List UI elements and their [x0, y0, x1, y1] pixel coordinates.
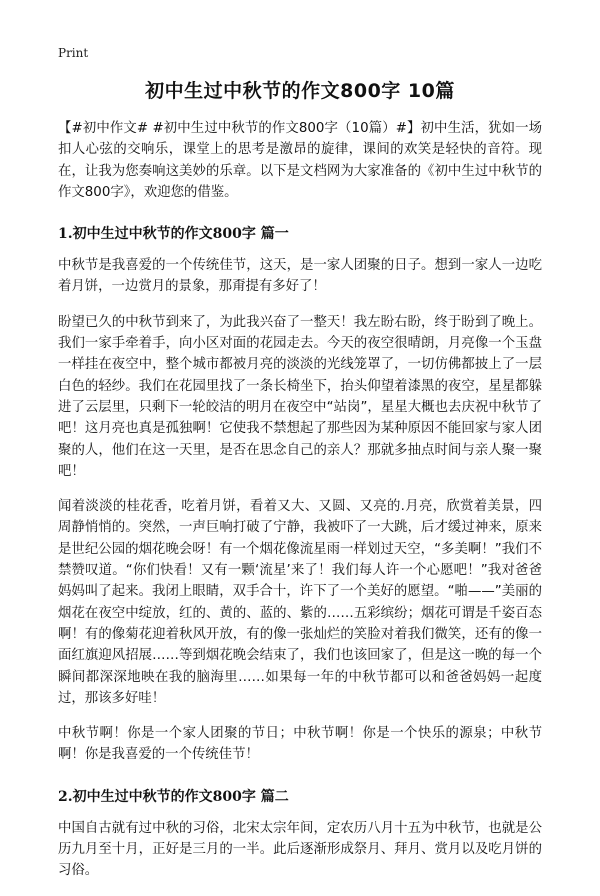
- print-label: Print: [58, 46, 89, 60]
- body-paragraph: 中秋节啊！你是一个家人团聚的节日；中秋节啊！你是一个快乐的源泉；中秋节啊！你是我喜爱的一个传统佳节！: [58, 726, 542, 763]
- section-heading: 2.初中生过中秋节的作文800字 篇二: [58, 788, 289, 805]
- document-body: [58, 118, 542, 896]
- body-paragraph: 中国自古就有过中秋的习俗，北宋太宗年间，定农历八月十五为中秋节，也就是公历九月至十月，正好是三月的一半。此后逐渐形成祭月、拜月、赏月以及吃月饼的习俗。: [58, 820, 542, 879]
- body-paragraph: 盼望已久的中秋节到来了，为此我兴奋了一整天！我左盼右盼，终于盼到了晚上。我们一家手牵着手，向小区对面的花园走去。今天的夜空很晴朗，月亮像一个玉盘一样挂在夜空中，整个城市都被月亮的淡淡的光线笼罩了，一切仿佛都披上了一层白色的轻纱。我们在花园里找了一条长椅坐下，抬头仰望着漆黑的夜空，星星都躲进了云层里，只剩下一轮皎洁的明月在夜空中“站岗”，星星大概也去庆祝中秋节了吧！这月亮也真是孤独啊！它使我不禁想起了那些因为某种原因不能回家与家人团聚的人，他们在这一天里，是否在思念自己的亲人？那就多抽点时间与亲人聚一聚吧！: [58, 314, 542, 479]
- body-paragraph: 中秋节是我喜爱的一个传统佳节，这天，是一家人团聚的日子。想到一家人一边吃着月饼，一边赏月的景象，那甭提有多好了！: [58, 258, 542, 295]
- section-heading: 1.初中生过中秋节的作文800字 篇一: [58, 226, 289, 243]
- body-paragraph: 闻着淡淡的桂花香，吃着月饼，看着又大、又圆、又亮的.月亮，欣赏着美景，四周静悄悄的。突然，一声巨响打破了宁静，我被吓了一大跳，后才缓过神来，原来是世纪公园的烟花晚会呀！有一个烟花像流星雨一样划过天空，“多美啊！”我们不禁赞叹道。“你们快看！又有一颗‘流星’来了！我们每人许一个心愿吧！”我对爸爸妈妈叫了起来。我闭上眼睛，双手合十，许下了一个美好的愿望。“啪——”美丽的烟花在夜空中绽放，红的、黄的、蓝的、紫的……五彩缤纷；烟花可谓是千姿百态啊！有的像菊花迎着秋风开放，有的像一张灿烂的笑脸对着我们微笑，还有的像一面红旗迎风招展……等到烟花晚会结束了，我们也该回家了，但是这一晚的每一个瞬间都深深地映在我的脑海里……如果每一年的中秋节都可以和爸爸妈妈一起度过，那该多好哇！: [58, 499, 542, 706]
- intro-paragraph: 【#初中作文# #初中生过中秋节的作文800字（10篇）#】初中生活，犹如一场扣人心弦的交响乐，课堂上的思考是激昂的旋律，课间的欢笑是轻快的音符。现在，让我为您奏响这美妙的乐章。以下是文档网为大家准备的《初中生过中秋节的作文800字》，欢迎您的借鉴。: [58, 121, 542, 200]
- page-title: 初中生过中秋节的作文800字 10篇: [145, 80, 455, 102]
